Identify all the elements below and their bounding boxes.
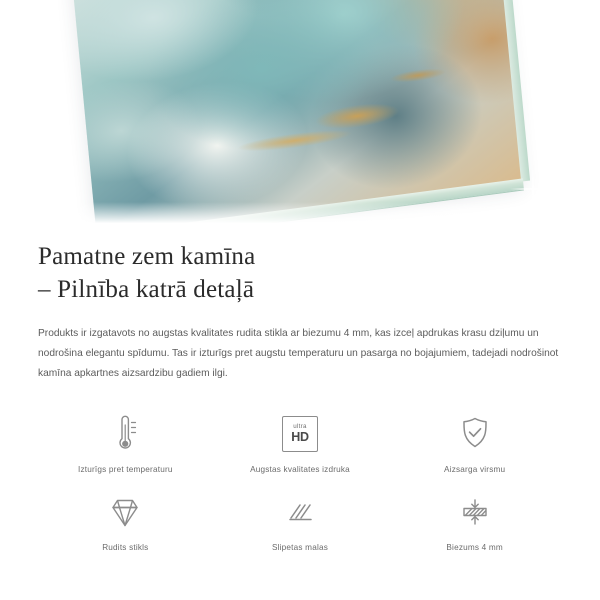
ultra-hd-icon xyxy=(282,412,318,456)
hero-image xyxy=(0,0,600,228)
feature-item-temperature xyxy=(38,412,213,474)
page-title-line-1: Pamatne zem kamīna xyxy=(38,243,256,270)
feature-item-surface-protection xyxy=(387,412,562,474)
feature-item-tempered-glass xyxy=(38,490,213,552)
marble-print-surface xyxy=(71,0,523,228)
page-title-line-2: – Pilnība katrā detaļā xyxy=(38,276,255,303)
feature-label: Izturīgs pret temperaturu xyxy=(78,464,173,474)
polished-edges-icon xyxy=(279,490,321,534)
diamond-icon xyxy=(104,490,146,534)
feature-label: Aizsarga virsmu xyxy=(444,464,506,474)
shield-check-icon xyxy=(455,412,495,456)
thermometer-icon xyxy=(105,412,145,456)
feature-item-thickness xyxy=(387,490,562,552)
ultra-hd-badge-bottom: HD xyxy=(291,430,309,445)
thickness-arrows-icon xyxy=(454,490,496,534)
content-area xyxy=(0,240,600,552)
feature-label: Rudits stikls xyxy=(102,542,149,552)
feature-label: Slipetas malas xyxy=(271,542,329,552)
page-title xyxy=(38,240,562,306)
feature-label: Augstas kvalitates izdruka xyxy=(250,464,350,474)
hero-bottom-fade xyxy=(0,202,600,228)
description-paragraph: Produkts ir izgatavots no augstas kvalitates rudita stikla ar biezumu 4 mm, kas izceļ apdrukas krasu dziļumu un nodrošina elegantu spīdumu. Tas ir izturīgs pret augstu temperaturu un pasarga no bojajumiem, tadejadi nodrošinot kamīna apkartnes aizsardzibu gadiem ilgi. xyxy=(38,328,559,379)
feature-label: Biezums 4 mm xyxy=(446,542,503,552)
feature-item-polished-edges xyxy=(213,490,388,552)
feature-item-print-quality xyxy=(213,412,388,474)
ultra-hd-badge-top: ultra xyxy=(293,422,307,430)
feature-grid xyxy=(38,412,562,552)
glass-panel-group xyxy=(0,0,600,228)
